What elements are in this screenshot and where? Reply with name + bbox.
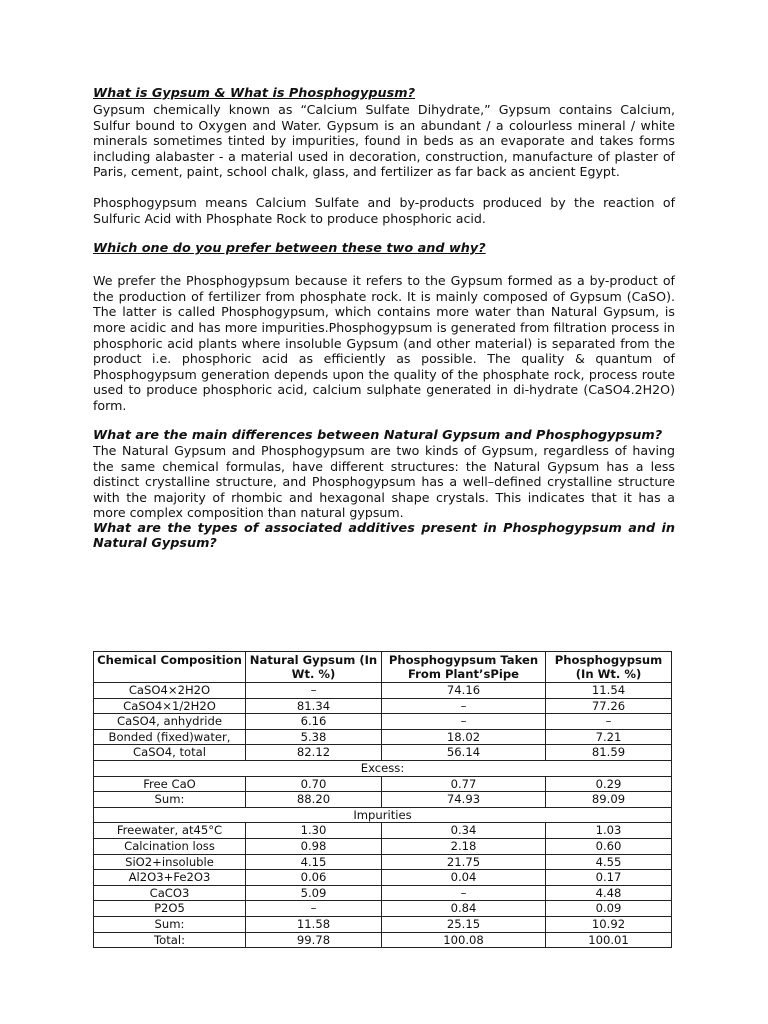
section-impurities: Impurities xyxy=(94,807,672,823)
cell-pipe: 74.16 xyxy=(382,683,546,699)
section-excess: Excess: xyxy=(94,760,672,776)
cell-phosphogypsum: 0.29 xyxy=(546,776,672,792)
cell-phosphogypsum: 0.60 xyxy=(546,838,672,854)
cell-pipe: 0.84 xyxy=(382,901,546,917)
table-row xyxy=(94,870,672,886)
cell-pipe: 0.04 xyxy=(382,870,546,886)
cell-chemical: CaSO4×1/2H2O xyxy=(94,698,246,714)
table-row xyxy=(94,729,672,745)
table-row xyxy=(94,854,672,870)
cell-natural: 88.20 xyxy=(246,792,382,808)
table-row xyxy=(94,698,672,714)
table-row xyxy=(94,792,672,808)
cell-pipe: – xyxy=(382,714,546,730)
cell-natural: – xyxy=(246,683,382,699)
cell-chemical: Free CaO xyxy=(94,776,246,792)
cell-natural: 5.38 xyxy=(246,729,382,745)
cell-phosphogypsum: 81.59 xyxy=(546,745,672,761)
header-chemical-composition: Chemical Composition xyxy=(94,652,246,683)
table-section-row xyxy=(94,807,672,823)
table-row xyxy=(94,916,672,932)
paragraph-differences: The Natural Gypsum and Phosphogypsum are two kinds of Gypsum, regardless of having the same chemical formulas, have different structures: the Natural Gypsum has a less distinct crystalline structure, and Phosphogypsum has a well–defined crystalline structure with the majority of rhombic and hexagonal shape crystals. This indicates that it has a more complex composition than natural gypsum. xyxy=(93,442,675,521)
header-phosphogypsum-pipe-line2: From Plant’sPipe xyxy=(407,667,519,681)
heading-additives: What are the types of associated additives present in Phosphogypsum and in Natural Gypsum? xyxy=(93,520,675,552)
heading-what-is-gypsum: What is Gypsum & What is Phosphogypusm? xyxy=(93,86,416,101)
table-row xyxy=(94,745,672,761)
cell-phosphogypsum: 10.92 xyxy=(546,916,672,932)
cell-phosphogypsum: 89.09 xyxy=(546,792,672,808)
table-row xyxy=(94,901,672,917)
cell-phosphogypsum: 11.54 xyxy=(546,683,672,699)
cell-pipe: – xyxy=(382,698,546,714)
cell-chemical: Sum: xyxy=(94,792,246,808)
cell-natural: 0.06 xyxy=(246,870,382,886)
table-row xyxy=(94,683,672,699)
cell-pipe: 100.08 xyxy=(382,932,546,948)
cell-natural: 5.09 xyxy=(246,885,382,901)
document-body xyxy=(93,86,675,552)
cell-pipe: 0.34 xyxy=(382,823,546,839)
cell-phosphogypsum: 0.09 xyxy=(546,901,672,917)
header-phosphogypsum-pipe xyxy=(382,652,546,683)
paragraph-gypsum-definition: Gypsum chemically known as “Calcium Sulfate Dihydrate,” Gypsum contains Calcium, Sulfur bound to Oxygen and Water. Gypsum is an abundant / a colourless mineral / white minerals sometimes tinted by impurities, found in beds as an evaporate and takes forms including alabaster - a material used in decoration, construction, manufacture of plaster of Paris, cement, paint, school chalk, glass, and fertilizer as far back as ancient Egypt. xyxy=(93,102,675,180)
cell-pipe: 0.77 xyxy=(382,776,546,792)
cell-natural: 1.30 xyxy=(246,823,382,839)
cell-phosphogypsum: – xyxy=(546,714,672,730)
cell-chemical: Al2O3+Fe2O3 xyxy=(94,870,246,886)
cell-phosphogypsum: 0.17 xyxy=(546,870,672,886)
cell-chemical: P2O5 xyxy=(94,901,246,917)
header-phosphogypsum-pipe-line1: Phosphogypsum Taken xyxy=(388,653,539,667)
cell-chemical: CaSO4×2H2O xyxy=(94,683,246,699)
cell-chemical: Bonded (fixed)water, xyxy=(94,729,246,745)
cell-pipe: 74.93 xyxy=(382,792,546,808)
cell-phosphogypsum: 7.21 xyxy=(546,729,672,745)
cell-pipe: 21.75 xyxy=(382,854,546,870)
cell-chemical: Total: xyxy=(94,932,246,948)
header-natural-gypsum: Natural Gypsum (In Wt. %) xyxy=(246,652,382,683)
cell-pipe: 18.02 xyxy=(382,729,546,745)
cell-phosphogypsum: 1.03 xyxy=(546,823,672,839)
cell-pipe: 56.14 xyxy=(382,745,546,761)
paragraph-preference: We prefer the Phosphogypsum because it refers to the Gypsum formed as a by-product of the production of fertilizer from phosphate rock. It is mainly composed of Gypsum (CaSO). The latter is called Phosphogypsum, which contains more water than Natural Gypsum, is more acidic and has more impurities.Phosphogypsum is generated from filtration process in phosphoric acid plants where insoluble Gypsum (and other material) is separated from the product i.e. phosphoric acid as efficiently as possible. The quality & quantum of Phosphogypsum generation depends upon the quality of the phosphate rock, process route used to produce phosphoric acid, calcium sulphate generated in di-hydrate (CaSO4.2H2O) form. xyxy=(93,273,675,413)
heading-which-prefer: Which one do you prefer between these two and why? xyxy=(93,241,486,257)
table-row xyxy=(94,885,672,901)
composition-table xyxy=(93,651,672,948)
cell-pipe: 2.18 xyxy=(382,838,546,854)
cell-phosphogypsum: 100.01 xyxy=(546,932,672,948)
cell-chemical: SiO2+insoluble xyxy=(94,854,246,870)
cell-phosphogypsum: 4.48 xyxy=(546,885,672,901)
table-row xyxy=(94,823,672,839)
heading-main-differences: What are the main differences between Natural Gypsum and Phosphogypsum? xyxy=(93,427,663,443)
cell-chemical: Freewater, at45°C xyxy=(94,823,246,839)
table-row xyxy=(94,932,672,948)
table-row xyxy=(94,838,672,854)
cell-chemical: Calcination loss xyxy=(94,838,246,854)
table-row xyxy=(94,776,672,792)
cell-pipe: 25.15 xyxy=(382,916,546,932)
table-header-row xyxy=(94,652,672,683)
table-section-row xyxy=(94,760,672,776)
header-phosphogypsum: Phosphogypsum (In Wt. %) xyxy=(546,652,672,683)
cell-phosphogypsum: 4.55 xyxy=(546,854,672,870)
cell-natural: 6.16 xyxy=(246,714,382,730)
cell-natural: 99.78 xyxy=(246,932,382,948)
paragraph-phosphogypsum-definition: Phosphogypsum means Calcium Sulfate and by-products produced by the reaction of Sulfuric Acid with Phosphate Rock to produce phosphoric acid. xyxy=(93,194,675,226)
cell-natural: 0.70 xyxy=(246,776,382,792)
cell-natural: 0.98 xyxy=(246,838,382,854)
cell-chemical: Sum: xyxy=(94,916,246,932)
cell-natural: – xyxy=(246,901,382,917)
cell-phosphogypsum: 77.26 xyxy=(546,698,672,714)
cell-natural: 11.58 xyxy=(246,916,382,932)
table-row xyxy=(94,714,672,730)
cell-natural: 81.34 xyxy=(246,698,382,714)
cell-chemical: CaCO3 xyxy=(94,885,246,901)
cell-chemical: CaSO4, total xyxy=(94,745,246,761)
cell-natural: 4.15 xyxy=(246,854,382,870)
cell-chemical: CaSO4, anhydride xyxy=(94,714,246,730)
cell-pipe: – xyxy=(382,885,546,901)
cell-natural: 82.12 xyxy=(246,745,382,761)
